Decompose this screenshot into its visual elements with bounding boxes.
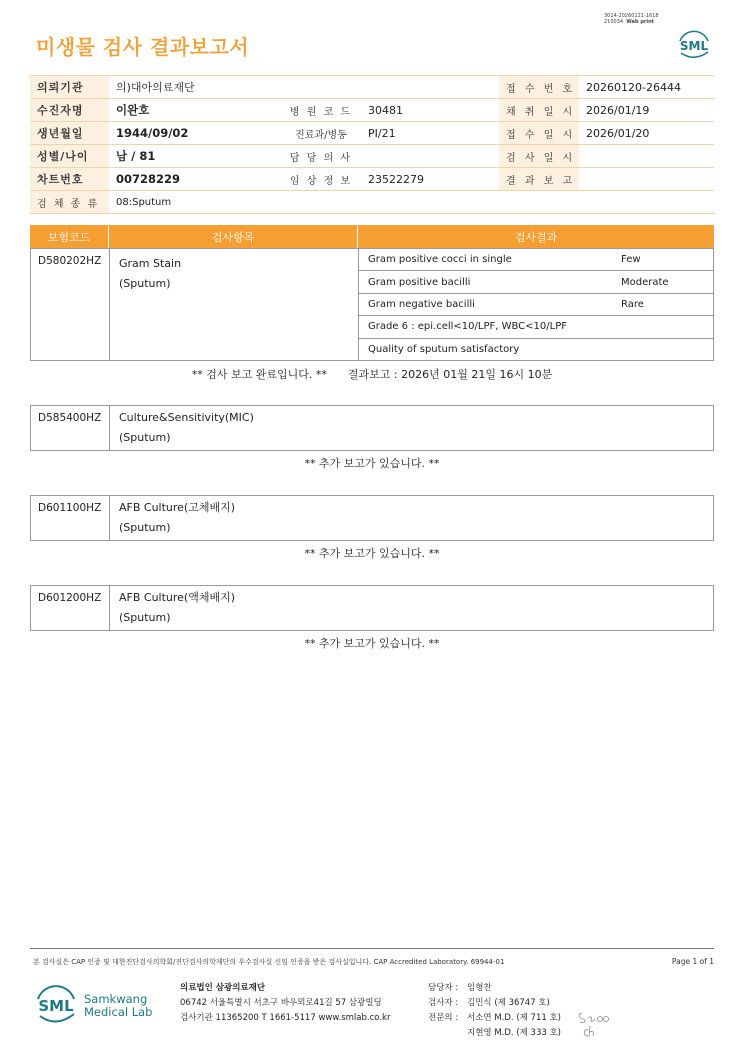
staff-row [428,1026,561,1041]
collect-date-value: 2026/01/19 [579,99,714,122]
test-code: D585400HZ [31,406,110,450]
test-block-afb-solid [30,495,714,541]
footer-divider [30,948,714,949]
test-name [110,496,235,540]
org-name: 의료법인 삼광의료재단 [180,983,266,993]
receipt-no-label: 접 수 번 호 [499,76,579,99]
page-number: Page 1 of 1 [671,957,714,966]
requester-label: 의뢰기관 [30,76,109,99]
result-row [359,271,713,293]
test-name-text: Culture&Sensitivity(MIC) [119,411,254,424]
report-value [579,168,714,191]
test-block-culture-sensitivity [30,405,714,451]
result-text: Quality of sputum satisfactory [368,344,520,356]
hospital-code-label: 병 원 코 드 [281,99,361,122]
report-title: 미생물 검사 결과보고서 [36,35,250,59]
staff-value: 서소연 M.D. (제 711 호) [467,1013,562,1023]
dept-value: PI/21 [361,122,499,145]
result-row [359,316,713,338]
result-value: Few [621,254,641,266]
test-code: D601200HZ [31,586,110,630]
test-name-text: AFB Culture(액체배지) [119,591,236,604]
samkwang-logo-icon [36,982,166,1028]
result-text: Gram negative bacilli [368,298,475,310]
result-row [359,294,713,316]
test-name-text: Gram Stain [119,257,182,270]
web-print-label: Web print [626,19,655,25]
results-header [30,225,714,248]
staff-row [428,1011,561,1026]
cap-certification-note: 본 검사실은 CAP 인증 및 대한진단검사의학회/진단검사의학재단의 우수검사실 신임 인증을 받은 검사실입니다. CAP Accredited Laboratory. 69944-01 [33,958,505,966]
test-date-label: 검 사 일 시 [499,145,579,168]
additional-report-note: ** 추가 보고가 있습니다. ** [304,637,440,650]
patient-info-table [30,75,714,214]
clinical-info-value: 23522279 [361,168,499,191]
receipt-date-label: 접 수 일 시 [499,122,579,145]
test-specimen: (Sputum) [119,521,171,534]
org-contact: 검사기관 11365200 T 1661-5117 www.smlab.co.kr [180,1013,391,1023]
logo-bottom-text: SML [38,997,74,1015]
birth-label: 생년월일 [30,122,109,145]
chart-no-label: 차트번호 [30,168,109,191]
test-date-value [579,145,714,168]
test-name [110,406,254,450]
test-results [358,249,713,360]
sex-age-label: 성별/나이 [30,145,109,168]
receipt-no-value: 20260120-26444 [579,76,714,99]
report-status-note: ** 검사 보고 완료입니다. ** 결과보고 : 2026년 01월 21일 16시 10분 [191,368,553,381]
specimen-value: 08:Sputum [109,191,714,214]
patient-name-label: 수진자명 [30,99,109,122]
result-text: Gram positive cocci in single [368,254,512,266]
org-address: 06742 서울특별시 서초구 바우뫼로41길 57 삼광빌딩 [180,998,382,1008]
test-name [110,586,235,630]
staff-value: 지현영 M.D. (제 333 호) [467,1028,562,1038]
additional-report-note: ** 추가 보고가 있습니다. ** [304,547,440,560]
result-text: Gram positive bacilli [368,276,471,288]
hospital-code-value: 30481 [361,99,499,122]
patient-name-value: 이완호 [109,99,281,122]
test-name-text: AFB Culture(고체배지) [119,501,236,514]
result-row [359,339,713,361]
clinical-info-label: 임 상 정 보 [281,168,361,191]
staff-label: 전문의 : [428,1013,459,1023]
staff-row [428,996,561,1011]
staff-label: 검사자 : [428,998,459,1008]
test-name [110,249,181,360]
logo-line2: Medical Lab [84,1005,153,1019]
test-specimen: (Sputum) [119,611,171,624]
staff-row [428,981,561,996]
collect-date-label: 채 취 일 시 [499,99,579,122]
doctor-value [361,145,499,168]
doctor-label: 담 당 의 사 [281,145,361,168]
logo-line1: Samkwang [84,992,148,1006]
logo-text: SML [679,39,709,53]
result-value: Rare [621,298,644,310]
receipt-date-value: 2026/01/20 [579,122,714,145]
print-id-number: 210034 [604,19,624,25]
header-item: 검사항목 [109,225,358,248]
chart-no-value: 00728229 [109,168,281,191]
staff-info [428,981,561,1041]
staff-value: 김민식 (제 36747 호) [467,998,550,1008]
staff-label: 담당자 : [428,983,459,993]
test-specimen: (Sputum) [119,277,171,290]
result-value: Moderate [621,276,669,288]
signature-icon [576,1008,612,1040]
header-result: 검사결과 [514,230,558,244]
result-text: Grade 6 : epi.cell<10/LPF, WBC<10/LPF [368,321,567,333]
result-row [359,249,713,271]
test-code: D601100HZ [31,496,110,540]
dept-label: 진료과/병동 [281,122,361,145]
staff-value: 임형찬 [467,983,492,993]
print-id-line1: 3014-20260121-1618 [604,13,659,19]
organization-info [180,981,390,1026]
specimen-label: 검 체 종 류 [30,191,109,214]
report-label: 결 과 보 고 [499,168,579,191]
header-code: 보험코드 [30,225,109,248]
print-id [604,13,659,25]
sex-age-value: 남 / 81 [109,145,281,168]
test-block-afb-liquid [30,585,714,631]
sml-logo-icon [674,24,714,64]
test-block-gram-stain [30,248,714,361]
birth-value: 1944/09/02 [109,122,281,145]
additional-report-note: ** 추가 보고가 있습니다. ** [304,457,440,470]
requester-value: 의)대아의료재단 [109,76,499,99]
test-code: D580202HZ [31,249,110,360]
test-specimen: (Sputum) [119,431,171,444]
